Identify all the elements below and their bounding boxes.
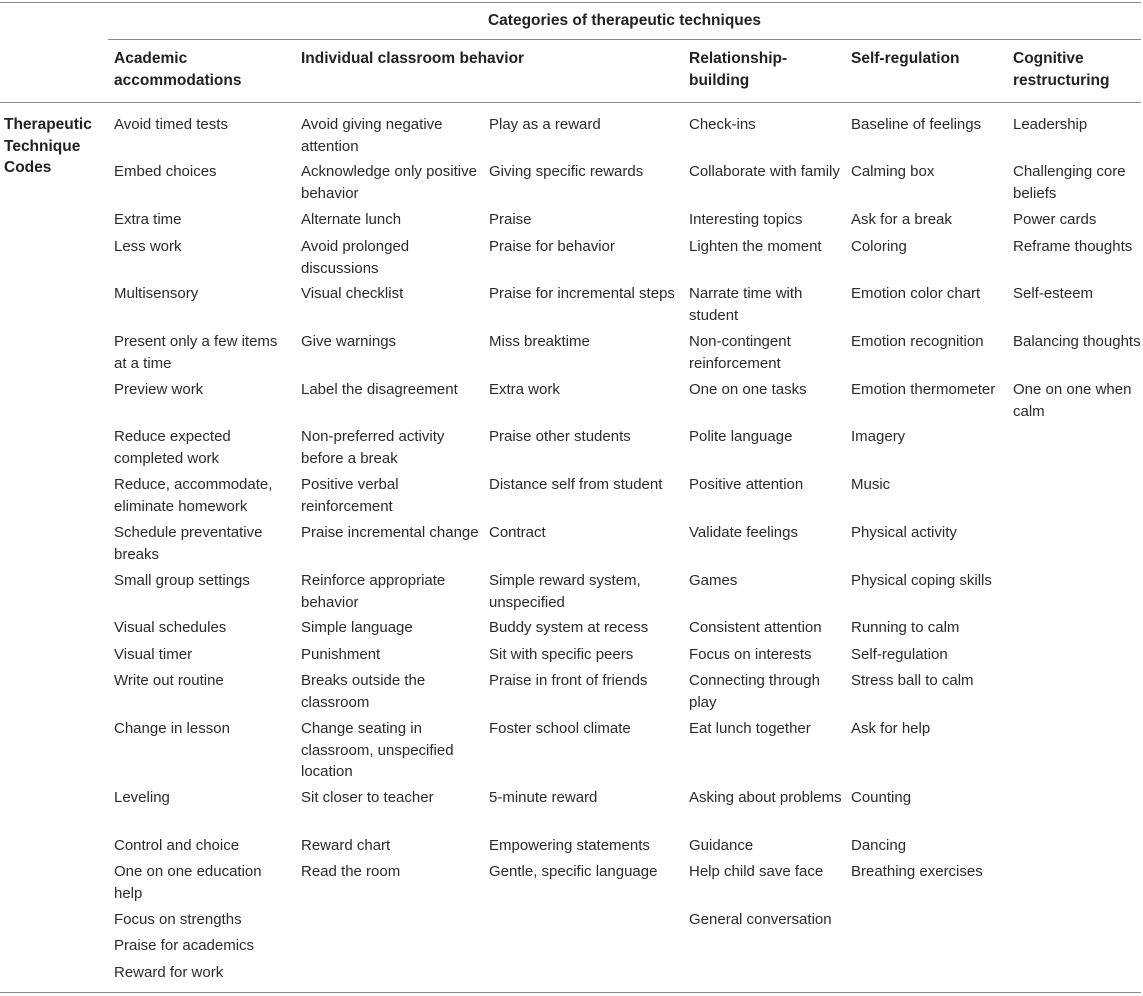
table-cell: Preview work <box>114 381 204 398</box>
table-cell: Write out routine <box>114 672 224 689</box>
table-cell: Present only a few items at a time <box>114 333 278 372</box>
table-cell: Miss breaktime <box>489 333 590 350</box>
table-cell: Extra time <box>114 211 182 228</box>
table-cell: Distance self from student <box>489 476 663 493</box>
table-cell: Emotion thermometer <box>851 381 996 398</box>
table-cell: Focus on strengths <box>114 911 242 928</box>
table-cell: Praise for incremental steps <box>489 285 675 302</box>
table-cell: Breaks outside the classroom <box>301 672 426 711</box>
table-cell: Reduce expected completed work <box>114 428 231 467</box>
table-cell: Avoid prolonged discussions <box>301 238 410 277</box>
table-cell: Visual timer <box>114 646 193 663</box>
table-cell: Embed choices <box>114 163 217 180</box>
table-cell: One on one tasks <box>689 381 807 398</box>
table-cell: Coloring <box>851 238 907 255</box>
table-cell: Emotion color chart <box>851 285 981 302</box>
table-cell: Less work <box>114 238 182 255</box>
table-cell: Read the room <box>301 863 401 880</box>
table-cell: Reward for work <box>114 964 224 981</box>
table-cell: Physical activity <box>851 524 957 541</box>
table-cell: Multisensory <box>114 285 199 302</box>
table-cell: Consistent attention <box>689 619 822 636</box>
table-cell: Praise in front of friends <box>489 672 648 689</box>
table-cell: Connecting through play <box>689 672 820 711</box>
table-cell: Reframe thoughts <box>1013 238 1133 255</box>
table-cell: Dancing <box>851 837 907 854</box>
table-cell: Check-ins <box>689 116 756 133</box>
table-cell: Leadership <box>1013 116 1088 133</box>
table-cell: Praise for behavior <box>489 238 615 255</box>
table-cell: Focus on interests <box>689 646 812 663</box>
table-cell: General conversation <box>689 911 832 928</box>
table-cell: Change seating in classroom, unspecified location <box>301 720 454 780</box>
table-cell: Extra work <box>489 381 560 398</box>
table-cell: Validate feelings <box>689 524 798 541</box>
table-cell: Positive verbal reinforcement <box>301 476 399 515</box>
table-cell: Baseline of feelings <box>851 116 982 133</box>
table-top-rule <box>0 2 1141 3</box>
column-header-individual: Individual classroom behavior <box>301 50 525 67</box>
table-cell: Change in lesson <box>114 720 230 737</box>
table-cell: Positive attention <box>689 476 804 493</box>
table-cell: Ask for a break <box>851 211 952 228</box>
column-header-cognitive: Cognitive restructuring <box>1013 50 1110 89</box>
table-cell: Visual checklist <box>301 285 404 302</box>
table-cell: Simple language <box>301 619 413 636</box>
table-cell: Breathing exercises <box>851 863 983 880</box>
table-cell: Running to calm <box>851 619 960 636</box>
table-cell: Reduce, accommodate, eliminate homework <box>114 476 273 515</box>
table-cell: Power cards <box>1013 211 1097 228</box>
table-cell: Non-contingent reinforcement <box>689 333 791 372</box>
column-header-academic: Academic accommodations <box>114 50 242 89</box>
table-cell: Help child save face <box>689 863 824 880</box>
table-cell: Praise for academics <box>114 937 255 954</box>
table-cell: Counting <box>851 789 912 806</box>
table-cell: Control and choice <box>114 837 240 854</box>
table-cell: Games <box>689 572 738 589</box>
table-cell: Schedule preventative breaks <box>114 524 263 563</box>
table-cell: Emotion recognition <box>851 333 984 350</box>
table-bottom-rule <box>0 992 1141 993</box>
table-cell: Avoid giving negative attention <box>301 116 443 155</box>
table-cell: Sit closer to teacher <box>301 789 434 806</box>
table-cell: Imagery <box>851 428 906 445</box>
table-cell: Foster school climate <box>489 720 631 737</box>
table-cell: Alternate lunch <box>301 211 402 228</box>
table-cell: Sit with specific peers <box>489 646 634 663</box>
row-label: Therapeutic Technique Codes <box>4 116 92 176</box>
table-cell: Praise incremental change <box>301 524 479 541</box>
table-cell: Small group settings <box>114 572 250 589</box>
table-cell: Acknowledge only positive behavior <box>301 163 477 202</box>
table-cell: Label the disagreement <box>301 381 458 398</box>
super-header-rule <box>108 39 1141 40</box>
table-cell: Challenging core beliefs <box>1013 163 1126 202</box>
table-cell: Self-regulation <box>851 646 948 663</box>
table-cell: Praise <box>489 211 532 228</box>
table-cell: Music <box>851 476 891 493</box>
column-header-self-regulation: Self-regulation <box>851 50 960 67</box>
table-cell: One on one education help <box>114 863 262 902</box>
table-cell: Buddy system at recess <box>489 619 649 636</box>
table-cell: Leveling <box>114 789 170 806</box>
table-cell: Guidance <box>689 837 754 854</box>
table-cell: Physical coping skills <box>851 572 992 589</box>
table-cell: Ask for help <box>851 720 931 737</box>
table-cell: Praise other students <box>489 428 631 445</box>
column-header-relationship: Relationship-building <box>689 50 788 89</box>
table-cell: Collaborate with family <box>689 163 840 180</box>
table-cell: Lighten the moment <box>689 238 822 255</box>
table-cell: Non-preferred activity before a break <box>301 428 445 467</box>
table-cell: Polite language <box>689 428 793 445</box>
table-cell: Simple reward system, unspecified <box>489 572 641 611</box>
super-header: Categories of therapeutic techniques <box>487 12 762 29</box>
table-cell: Stress ball to calm <box>851 672 974 689</box>
table-cell: Asking about problems <box>689 789 842 806</box>
table-cell: Giving specific rewards <box>489 163 644 180</box>
table-cell: Avoid timed tests <box>114 116 228 133</box>
table-cell: 5-minute reward <box>489 789 598 806</box>
table-cell: Reward chart <box>301 837 391 854</box>
table-cell: Calming box <box>851 163 935 180</box>
table-cell: Empowering statements <box>489 837 650 854</box>
table-cell: Narrate time with student <box>689 285 803 324</box>
table-cell: Balancing thoughts <box>1013 333 1141 350</box>
table-cell: One on one when calm <box>1013 381 1132 420</box>
table-cell: Visual schedules <box>114 619 227 636</box>
table-cell: Interesting topics <box>689 211 803 228</box>
header-rule <box>0 102 1141 103</box>
table-cell: Play as a reward <box>489 116 601 133</box>
table-cell: Self-esteem <box>1013 285 1094 302</box>
table-cell: Punishment <box>301 646 381 663</box>
table-cell: Eat lunch together <box>689 720 811 737</box>
table-cell: Give warnings <box>301 333 397 350</box>
table-cell: Reinforce appropriate behavior <box>301 572 446 611</box>
table-cell: Gentle, specific language <box>489 863 658 880</box>
table-cell: Contract <box>489 524 546 541</box>
